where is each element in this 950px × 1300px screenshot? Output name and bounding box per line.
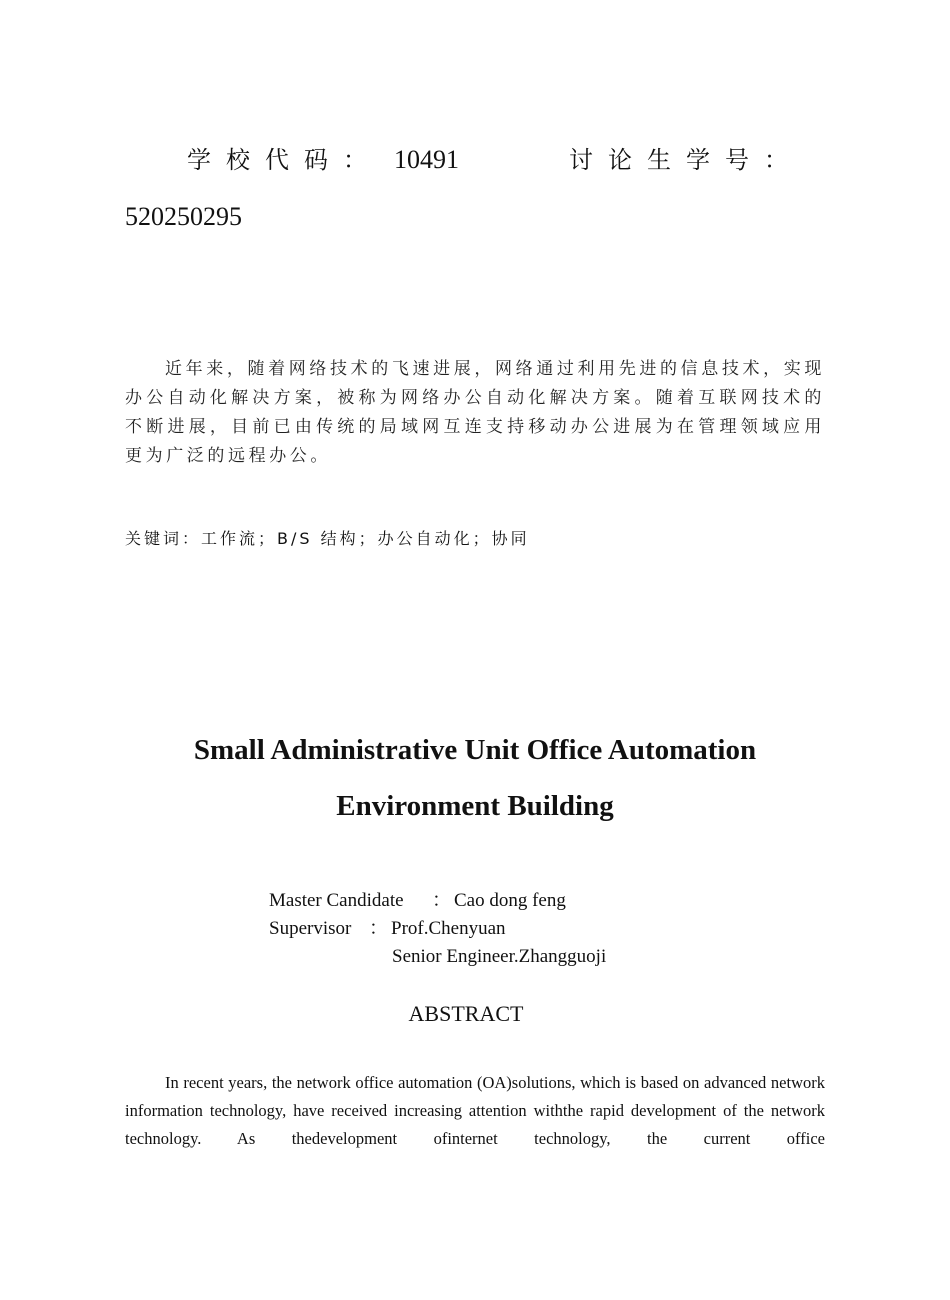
header-line [125,138,825,182]
chinese-abstract-body: 近年来，随着网络技术的飞速进展，网络通过利用先进的信息技术，实现办公自动化解决方案，被称为网络办公自动化解决方案。随着互联网技术的不断进展，目前已由传统的局域网互连支持移动办公进展为在管理领域应用更为广泛的远程办公。 [125,359,825,466]
abstract-heading: ABSTRACT [408,1001,524,1026]
school-code-label: 学校代码： [187,146,382,174]
supervisor-name-1: Prof.Chenyuan [391,918,506,939]
english-title-line-1: Small Administrative Unit Office Automation [193,734,757,766]
student-id-value: 520250295 [125,202,242,231]
school-code-value: 10491 [394,145,459,174]
supervisor-indent [269,943,392,971]
english-title-line-2: Environment Building [336,790,614,822]
candidate-row [269,887,606,915]
student-id-label: 讨论生学号： [569,146,803,174]
candidate-name: Cao dong feng [454,890,566,911]
english-title [100,722,850,834]
chinese-keywords: 关键词：工作流；B/S 结构；办公自动化；协同 [125,529,530,548]
candidate-label: Master Candidate [269,890,404,911]
supervisor-colon: ： [369,918,389,939]
candidate-colon: ： [432,890,452,911]
english-abstract-body: In recent years, the network office automation (OA)solutions, which is based on advanced network information technology, have received increasing attention withthe rapid development of the network technology. As thedevelopment ofinternet technology, the current office [125,1073,825,1148]
supervisor-row [269,915,606,943]
supervisor-name-2: Senior Engineer.Zhangguoji [392,946,607,967]
author-block [269,887,606,971]
supervisor-label: Supervisor [269,918,352,939]
supervisor-row-2 [269,943,606,971]
